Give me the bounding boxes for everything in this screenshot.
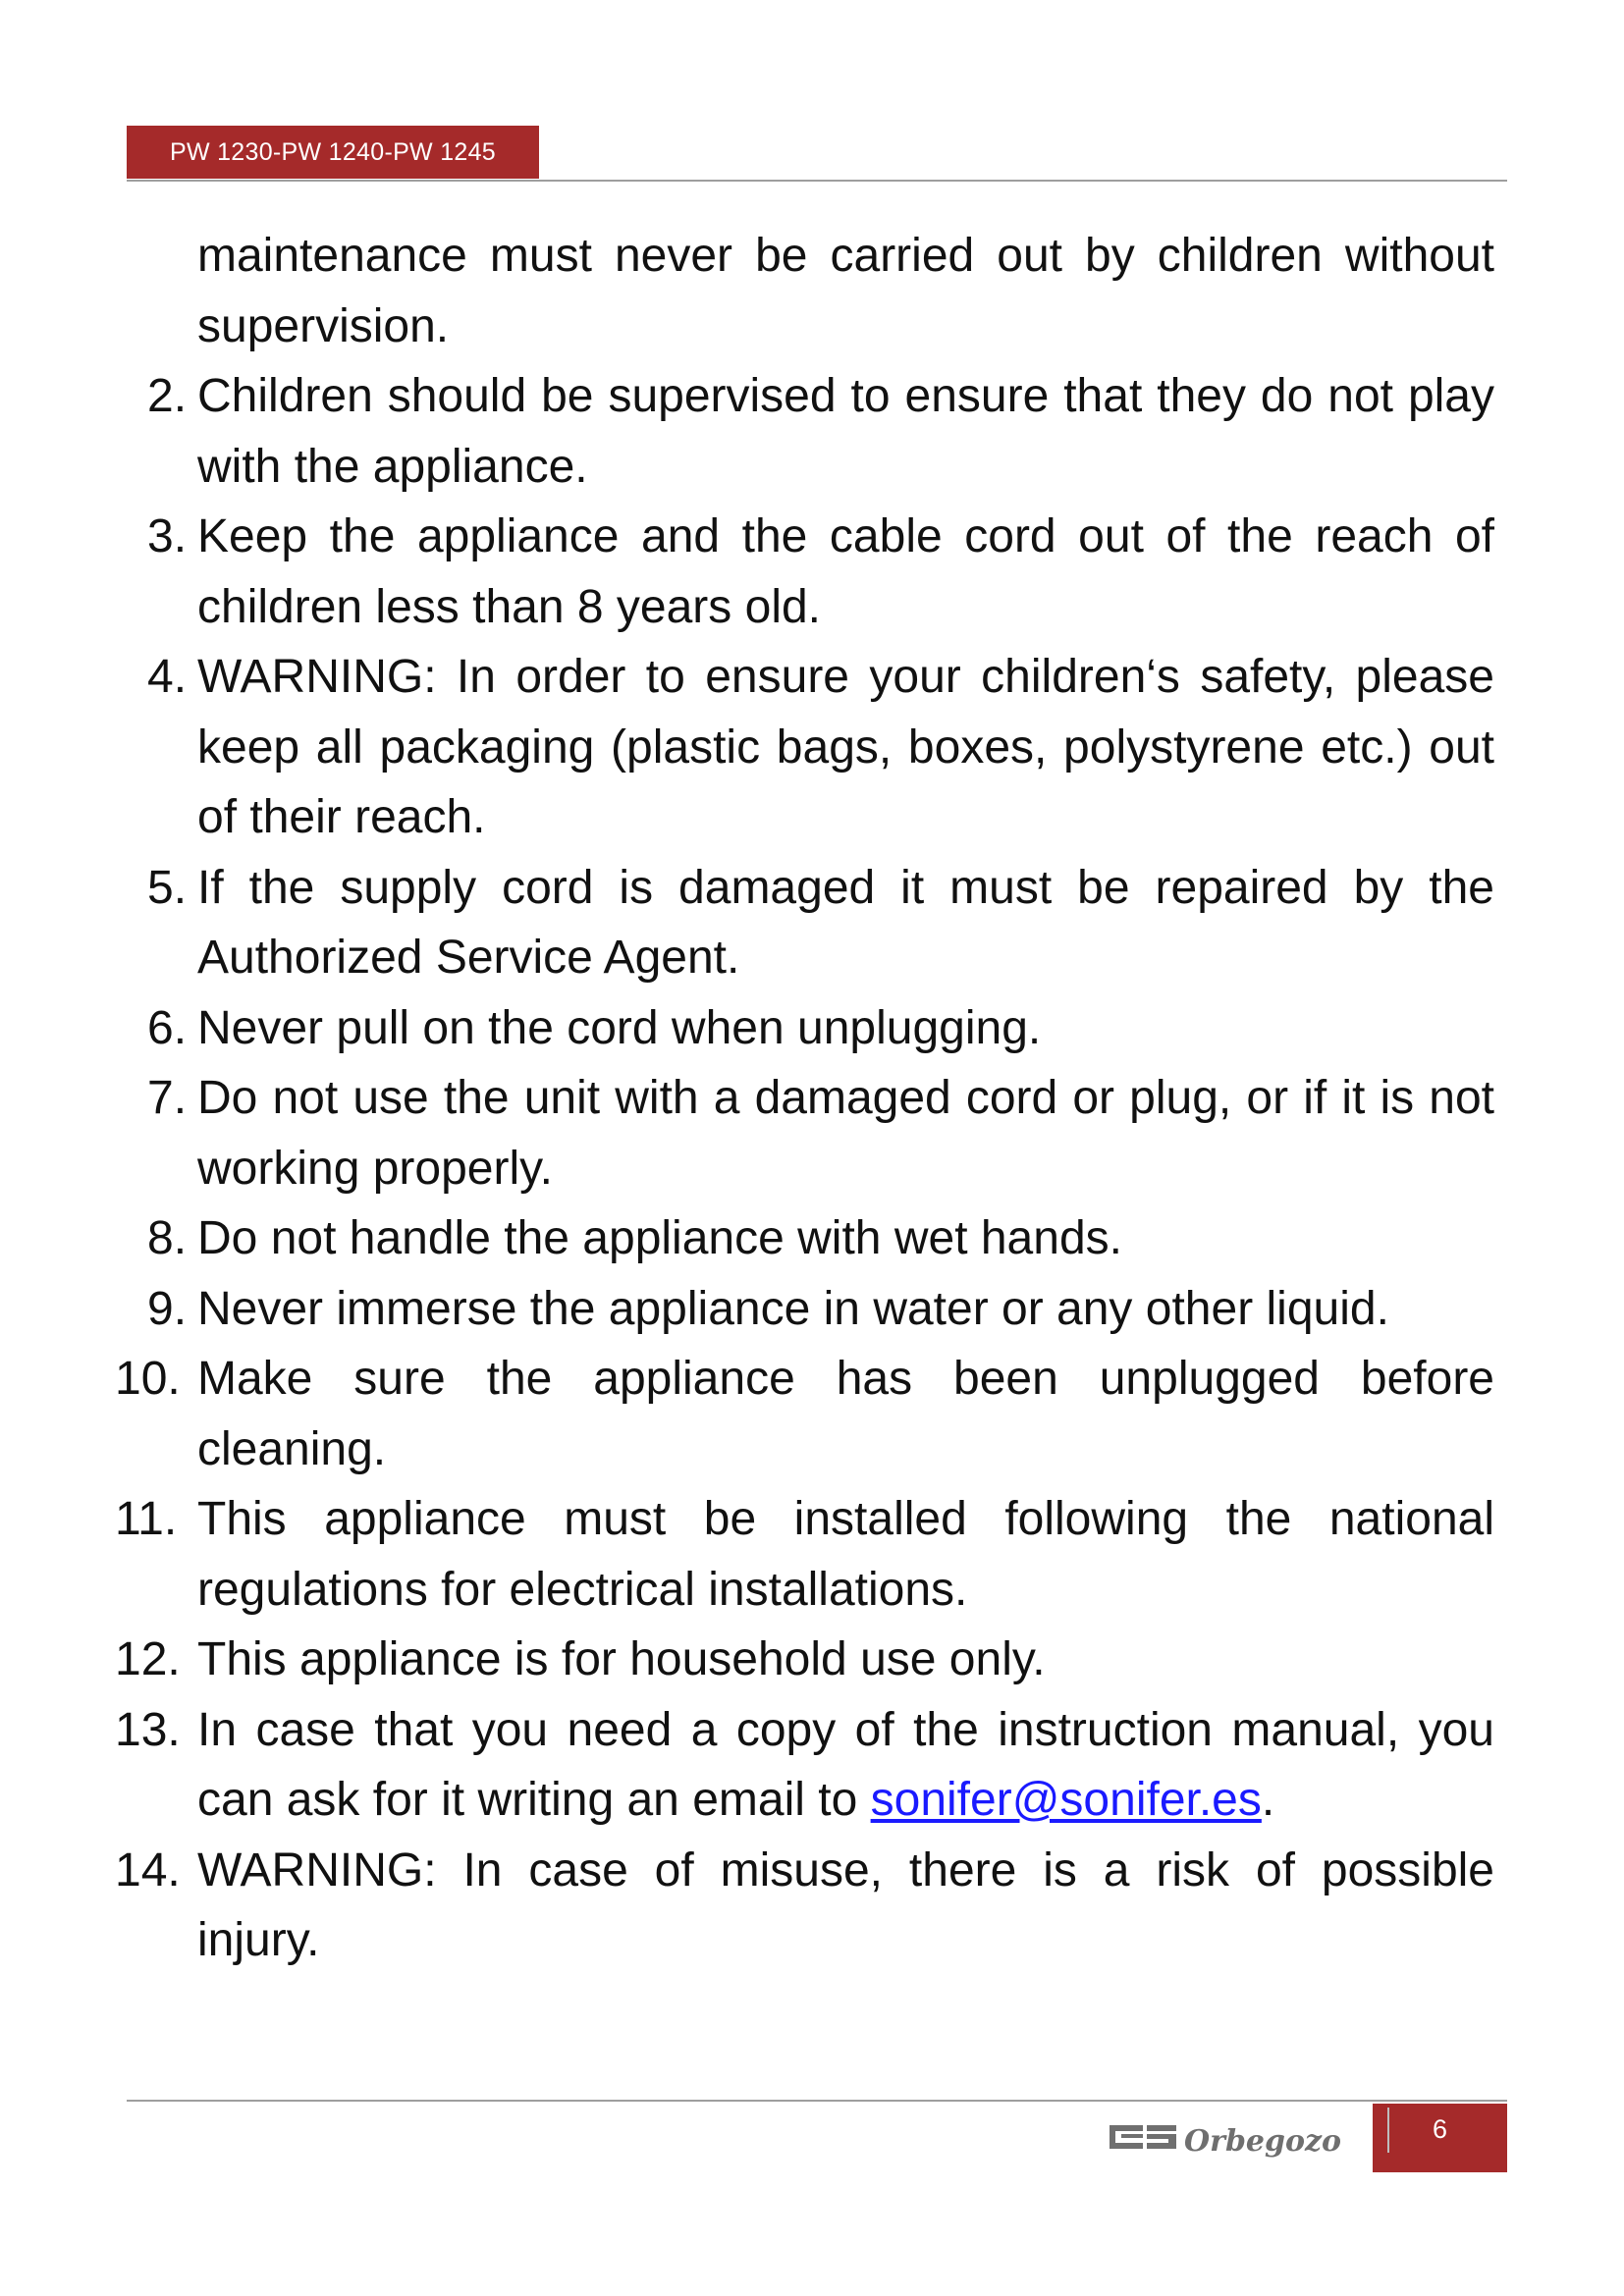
list-item-number: 6. <box>147 1001 188 1054</box>
list-item-text-part: In case that you need a copy of the instruction manual, you can ask for it writing an email to <box>197 1703 1494 1826</box>
list-item-text: Make sure the appliance has been unplugged before cleaning. <box>197 1353 1494 1475</box>
safety-instructions-list <box>115 221 1494 1976</box>
list-item <box>147 1274 1494 1345</box>
list-item <box>147 1063 1494 1203</box>
list-item-number: 8. <box>147 1212 188 1264</box>
list-item <box>115 1344 1494 1484</box>
list-item-number: 4. <box>147 651 188 703</box>
list-item-text: Children should be supervised to ensure that they do not play with the appliance. <box>197 370 1494 493</box>
list-item-text: Never pull on the cord when unplugging. <box>197 1001 1042 1054</box>
model-header-tab: PW 1230-PW 1240-PW 1245 <box>127 126 539 179</box>
list-item-text: Do not use the unit with a damaged cord or plug, or if it is not working properly. <box>197 1072 1494 1195</box>
list-item-number: 12. <box>115 1633 181 1685</box>
list-item-text: Keep the appliance and the cable cord out of the reach of children less than 8 years old. <box>197 510 1494 633</box>
list-item-continuation <box>147 221 1494 361</box>
list-item-number: 3. <box>147 510 188 562</box>
list-item-number: 13. <box>115 1703 181 1756</box>
list-item <box>147 1203 1494 1274</box>
list-item-number: 7. <box>147 1072 188 1124</box>
list-item <box>115 1625 1494 1695</box>
list-item-number: 11. <box>115 1493 178 1545</box>
list-item-number: 10. <box>115 1353 181 1405</box>
list-item-number: 14. <box>115 1843 181 1896</box>
brand-wordmark: Orbegozo <box>1184 2124 1342 2159</box>
list-item-text: If the supply cord is damaged it must be repaired by the Authorized Service Agent. <box>197 861 1494 984</box>
list-item <box>147 642 1494 853</box>
list-item-number: 2. <box>147 370 188 422</box>
header-divider <box>127 180 1507 182</box>
list-item-text: Do not handle the appliance with wet hands. <box>197 1212 1122 1264</box>
list-item <box>115 1484 1494 1625</box>
list-item-text: Never immerse the appliance in water or any other liquid. <box>197 1282 1389 1335</box>
list-item-number: 5. <box>147 861 188 914</box>
list-item <box>147 853 1494 993</box>
list-item <box>147 502 1494 642</box>
footer-separator <box>1387 2108 1389 2153</box>
footer-divider <box>127 2100 1507 2102</box>
list-item-number: 9. <box>147 1282 188 1335</box>
list-item <box>115 1836 1494 1976</box>
list-item-text: This appliance must be installed following the national regulations for electrical installations. <box>197 1493 1494 1616</box>
list-item-text: maintenance must never be carried out by children without supervision. <box>197 230 1494 352</box>
list-item <box>147 993 1494 1064</box>
list-item <box>115 1695 1494 1836</box>
page-number: 6 <box>1373 2104 1507 2172</box>
orbegozo-logo <box>1108 2113 1353 2163</box>
list-item-text: WARNING: In case of misuse, there is a risk of possible injury. <box>197 1843 1494 1966</box>
email-link[interactable]: sonifer@sonifer.es <box>870 1774 1262 1826</box>
list-item-text: This appliance is for household use only. <box>197 1633 1046 1685</box>
list-item-text-part: . <box>1261 1774 1275 1826</box>
list-item-text: WARNING: In order to ensure your children‘s safety, please keep all packaging (plastic bags, boxes, polystyrene etc.) out of their reach. <box>197 651 1494 843</box>
list-item-text <box>197 1704 1494 1827</box>
list-item <box>147 361 1494 502</box>
